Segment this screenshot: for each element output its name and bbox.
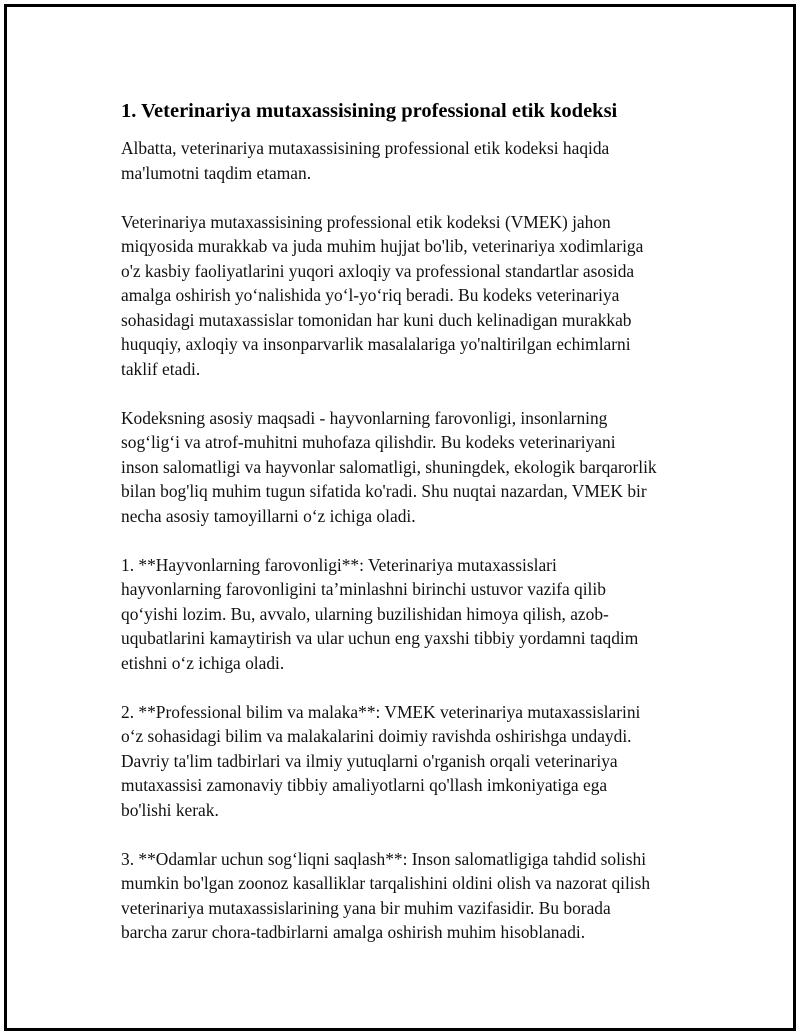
list-item-professional-knowledge — [121, 700, 701, 823]
text-line: 3. **Odamlar uchun sog‘liqni saqlash**: Inson salomatligiga tahdid solishi — [121, 848, 647, 869]
text-line: uqubatlarini kamaytirish va ular uchun eng yaxshi tibbiy yordamni taqdim — [121, 628, 639, 648]
page-frame — [4, 4, 796, 1031]
text-line: sohasidagi mutaxassislar tomonidan har kuni duch kelinadigan murakkab — [121, 309, 632, 330]
text-line: 1. **Hayvonlarning farovonligi**: Veterinariya mutaxassislari — [121, 554, 557, 575]
text-line: ma'lumotni taqdim etaman. — [121, 162, 312, 183]
document-body — [121, 97, 701, 969]
text-line: etishni o‘z ichiga oladi. — [121, 652, 285, 673]
document-title: 1. Veterinariya mutaxassisining professional etik kodeksi — [121, 100, 618, 122]
list-item-animal-welfare — [121, 553, 701, 676]
text-line: miqyosida murakkab va juda muhim hujjat bo'lib, veterinariya xodimlariga — [121, 236, 644, 256]
text-line: sog‘lig‘i va atrof-muhitni muhofaza qilishdir. Bu kodeks veterinariyani — [121, 432, 616, 452]
text-line: Kodeksning asosiy maqsadi - hayvonlarning farovonligi, insonlarning — [121, 407, 608, 428]
text-line: o‘z sohasidagi bilim va malakalarini doimiy ravishda oshirishga undaydi. — [121, 726, 632, 746]
paragraph-overview — [121, 210, 701, 382]
text-line: barcha zarur chora-tadbirlarni amalga oshirish muhim hisoblanadi. — [121, 922, 586, 942]
text-line: mumkin bo'lgan zoonoz kasalliklar tarqalishini oldini olish va nazorat qilish — [121, 873, 651, 893]
text-line: bo'lishi kerak. — [121, 799, 219, 820]
list-item-public-health — [121, 847, 701, 945]
text-line: 2. **Professional bilim va malaka**: VMEK veterinariya mutaxassislarini — [121, 701, 641, 722]
text-line: Davriy ta'lim tadbirlari va ilmiy yutuqlarni o'rganish orqali veterinariya — [121, 750, 618, 771]
text-line: huquqiy, axloqiy va insonparvarlik masalalariga yo'naltirilgan echimlarni — [121, 334, 631, 354]
text-line: necha asosiy tamoyillarni o‘z ichiga oladi. — [121, 505, 416, 526]
text-line: qo‘yishi lozim. Bu, avvalo, ularning buzilishidan himoya qilish, azob- — [121, 603, 609, 624]
text-line: veterinariya mutaxassislarining yana bir muhim vazifasidir. Bu borada — [121, 897, 611, 918]
paragraph-purpose — [121, 406, 701, 529]
text-line: taklif etadi. — [121, 358, 201, 379]
text-line: bilan bog'liq muhim tugun sifatida ko'radi. Shu nuqtai nazardan, VMEK bir — [121, 481, 647, 501]
text-line: o'z kasbiy faoliyatlarini yuqori axloqiy va professional standartlar asosida — [121, 260, 635, 281]
text-line: mutaxassisi zamonaviy tibbiy amaliyotlarni qo'llash imkoniyatiga ega — [121, 775, 608, 795]
paragraph-intro — [121, 136, 701, 185]
text-line: amalga oshirish yo‘nalishida yo‘l-yo‘riq beradi. Bu kodeks veterinariya — [121, 285, 620, 305]
text-line: Albatta, veterinariya mutaxassisining professional etik kodeksi haqida — [121, 138, 610, 158]
text-line: Veterinariya mutaxassisining professional etik kodeksi (VMEK) jahon — [121, 211, 611, 232]
text-line: inson salomatligi va hayvonlar salomatligi, shuningdek, ekologik barqarorlik — [121, 456, 657, 477]
text-line: hayvonlarning farovonligini ta’minlashni birinchi ustuvor vazifa qilib — [121, 579, 606, 599]
